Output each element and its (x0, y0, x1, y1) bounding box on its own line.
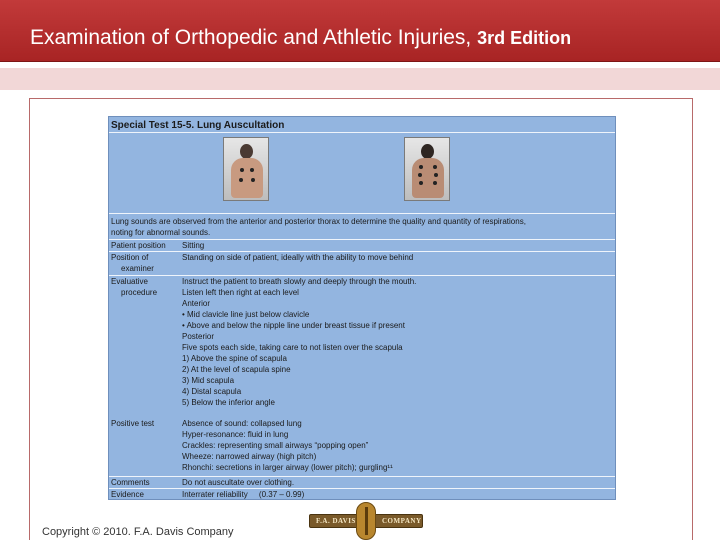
torso-shape (231, 158, 263, 198)
label-evaluative-procedure (111, 276, 181, 298)
value-patient-position: Sitting (182, 241, 205, 250)
auscultation-point (433, 181, 437, 185)
auscultation-point (240, 168, 244, 172)
logo-text-right: COMPANY (382, 517, 422, 525)
procedure-line: Instruct the patient to breath slowly and deeply through the mouth. (182, 277, 417, 286)
slide-title-edition: 3rd Edition (477, 28, 572, 48)
header-band (0, 68, 720, 90)
label-evidence: Evidence (111, 490, 144, 499)
copyright-text: Copyright © 2010. F.A. Davis Company (42, 526, 234, 538)
procedure-line: • Mid clavicle line just below clavicle (182, 310, 310, 319)
positive-line: Crackles: representing small airways “popping open” (182, 441, 369, 450)
auscultation-point (433, 165, 437, 169)
posterior-view-photo (404, 137, 450, 201)
label-comments: Comments (111, 478, 150, 487)
procedure-line: Anterior (182, 299, 211, 308)
logo-text-left: F.A. DAVIS (316, 517, 356, 525)
label-line: Position of (111, 253, 149, 262)
auscultation-point (418, 173, 422, 177)
slide-title-bar (0, 0, 720, 62)
procedure-line: 4) Distal scapula (182, 387, 242, 396)
card-title: Special Test 15-5. Lung Auscultation (111, 120, 285, 131)
procedure-line: Listen left then right at each level (182, 288, 299, 297)
positive-line: Wheeze: narrowed airway (high pitch) (182, 452, 317, 461)
label-line: examiner (121, 264, 154, 273)
auscultation-point (419, 181, 423, 185)
procedure-line: Five spots each side, taking care to not listen over the scapula (182, 343, 403, 352)
card-intro (111, 216, 611, 238)
procedure-line: Posterior (182, 332, 215, 341)
value-comments: Do not auscultate over clothing. (182, 478, 295, 487)
slide-title-main: Examination of Orthopedic and Athletic Injuries, (30, 26, 472, 49)
procedure-line: 1) Above the spine of scapula (182, 354, 287, 363)
divider (109, 213, 615, 214)
label-patient-position: Patient position (111, 241, 166, 250)
fa-davis-logo (309, 502, 423, 540)
label-line: procedure (121, 288, 158, 297)
divider (109, 132, 615, 133)
procedure-line: 5) Below the inferior angle (182, 398, 275, 407)
anterior-view-photo (223, 137, 269, 201)
auscultation-point (251, 178, 255, 182)
auscultation-point (239, 178, 243, 182)
label-positive-test: Positive test (111, 419, 155, 428)
auscultation-point (250, 168, 254, 172)
auscultation-point (419, 165, 423, 169)
procedure-line: 3) Mid scapula (182, 376, 235, 385)
slide-title (30, 26, 571, 50)
label-position-examiner (111, 252, 181, 274)
head-shape (240, 144, 253, 159)
positive-line: Rhonchi: secretions in larger airway (lower pitch); gurgling¹¹ (182, 463, 393, 472)
positive-line: Absence of sound: collapsed lung (182, 419, 302, 428)
value-position-examiner: Standing on side of patient, ideally with the ability to move behind (182, 253, 414, 262)
positive-line: Hyper-resonance: fluid in lung (182, 430, 289, 439)
intro-line: noting for abnormal sounds. (111, 228, 211, 237)
head-shape (421, 144, 434, 159)
value-positive-test (182, 418, 612, 473)
value-evaluative-procedure (182, 276, 612, 408)
procedure-line: • Above and below the nipple line under breast tissue if present (182, 321, 405, 330)
value-evidence: Interrater reliability (0.37 – 0.99) (182, 490, 305, 499)
procedure-line: 2) At the level of scapula spine (182, 365, 291, 374)
torso-shape (412, 158, 444, 198)
special-test-card (108, 116, 616, 500)
label-line: Evaluative (111, 277, 148, 286)
caduceus-icon (356, 502, 376, 540)
auscultation-point (434, 173, 438, 177)
intro-line: Lung sounds are observed from the anterior and posterior thorax to determine the quality and quantity of respirations, (111, 217, 526, 226)
